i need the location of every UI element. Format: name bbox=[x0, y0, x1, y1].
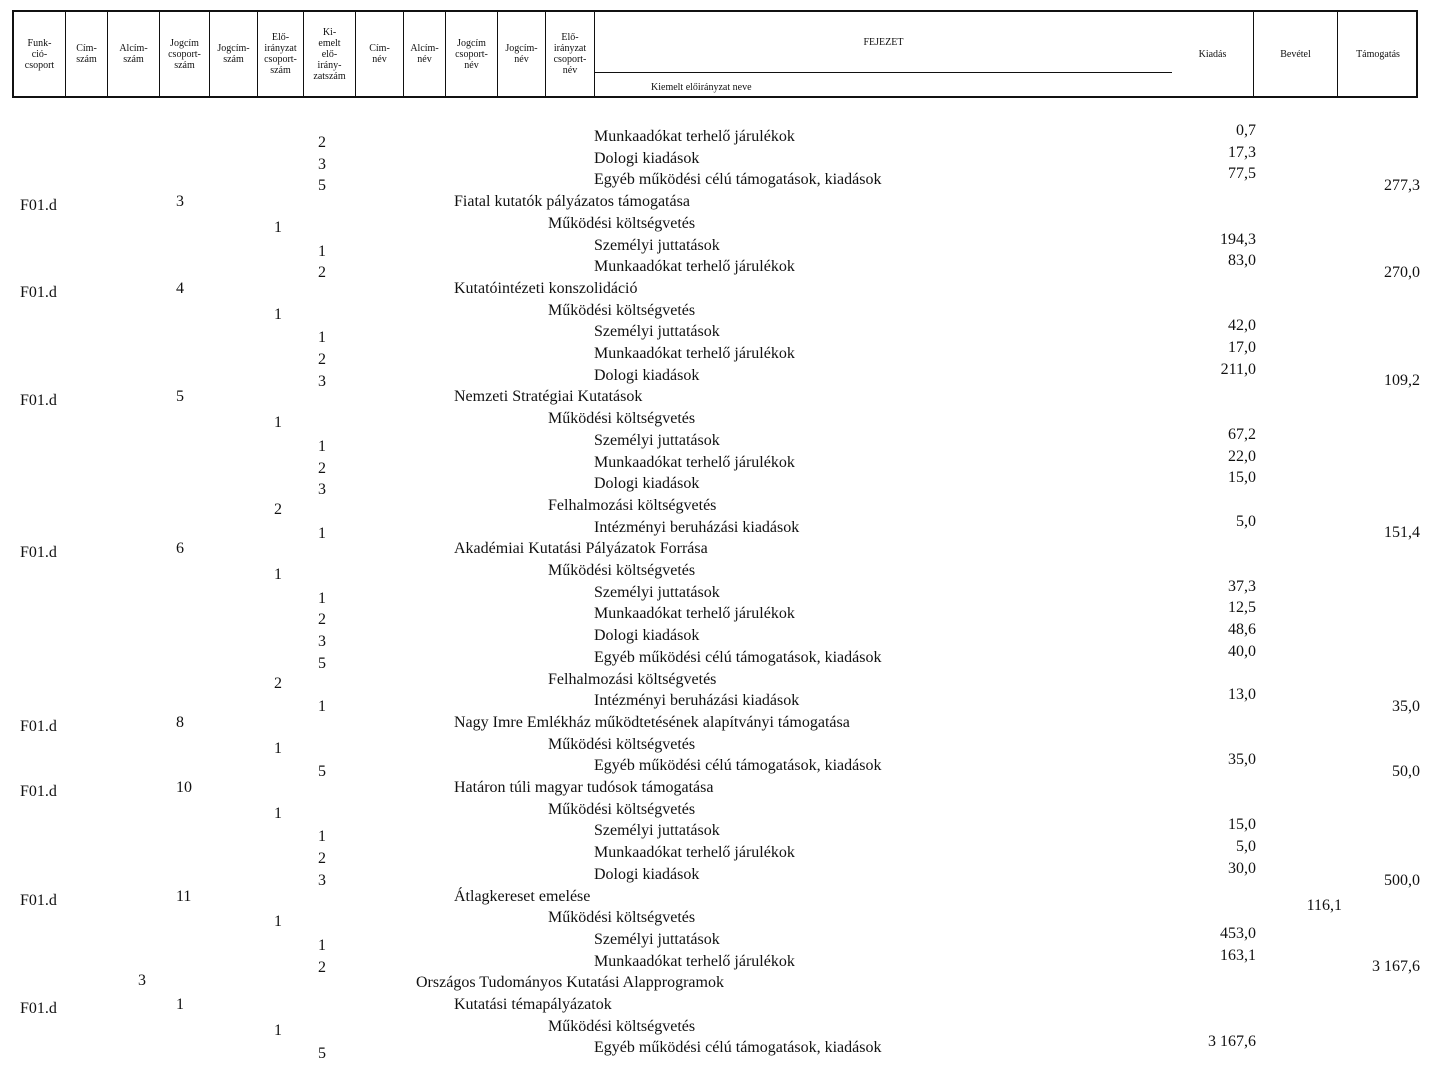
row-kiemelt-szam: 3 bbox=[318, 481, 326, 499]
row-tamogatas: 35,0 bbox=[1392, 697, 1420, 715]
row-kiadas: 77,5 bbox=[1228, 165, 1256, 183]
row-kiadas: 17,0 bbox=[1228, 339, 1256, 356]
row-eloiranyzat-csoport: 1 bbox=[274, 566, 282, 583]
row-funkciocsoport: F01.d bbox=[20, 783, 57, 800]
row-kiadas: 67,2 bbox=[1228, 425, 1256, 443]
row-name: Egyéb működési célú támogatások, kiadások bbox=[594, 648, 882, 666]
row-eloiranyzat-csoport: 1 bbox=[274, 414, 282, 432]
row-tamogatas: 500,0 bbox=[1384, 871, 1420, 889]
row-kiadas: 163,1 bbox=[1220, 946, 1256, 964]
row-kiadas: 12,5 bbox=[1228, 599, 1256, 617]
row-name: Működési költségvetés bbox=[548, 1017, 696, 1035]
row-tamogatas: 50,0 bbox=[1392, 763, 1420, 780]
row-kiadas: 0,7 bbox=[1236, 122, 1256, 139]
row-kiadas: 48,6 bbox=[1228, 621, 1256, 639]
row-kiemelt-szam: 2 bbox=[318, 958, 326, 976]
row-kiemelt-szam: 3 bbox=[318, 633, 326, 651]
row-eloiranyzat-csoport: 1 bbox=[274, 804, 282, 822]
row-jogcimcsoport-szam: 5 bbox=[176, 388, 184, 406]
row-funkciocsoport: F01.d bbox=[20, 544, 57, 562]
row-jogcimcsoport-szam: 10 bbox=[176, 779, 192, 796]
row-name: Működési költségvetés bbox=[548, 214, 696, 232]
row-kiemelt-szam: 5 bbox=[318, 1045, 326, 1063]
row-name: Személyi juttatások bbox=[594, 930, 720, 948]
row-name: Nemzeti Stratégiai Kutatások bbox=[454, 388, 643, 406]
row-kiadas: 83,0 bbox=[1228, 252, 1256, 270]
row-kiemelt-szam: 5 bbox=[318, 654, 326, 672]
row-jogcimcsoport-szam: 8 bbox=[176, 713, 184, 731]
header-col-cimnev: Cím- név bbox=[356, 12, 404, 96]
row-jogcimcsoport-szam: 11 bbox=[176, 887, 192, 905]
row-funkciocsoport: F01.d bbox=[20, 392, 57, 410]
row-kiadas: 13,0 bbox=[1228, 686, 1256, 704]
row-kiemelt-szam: 3 bbox=[318, 372, 326, 390]
row-name: Munkaadókat terhelő járulékok bbox=[594, 952, 795, 970]
row-name: Intézményi beruházási kiadások bbox=[594, 518, 800, 536]
row-kiemelt-szam: 2 bbox=[318, 351, 326, 368]
row-tamogatas: 277,3 bbox=[1384, 177, 1420, 195]
header-col-eloirnev: Elő- irányzat csoport- név bbox=[546, 12, 595, 96]
row-kiemelt-szam: 1 bbox=[318, 242, 326, 260]
row-kiemelt-szam: 2 bbox=[318, 264, 326, 282]
row-kiadas: 15,0 bbox=[1228, 469, 1256, 487]
row-kiemelt-szam: 5 bbox=[318, 177, 326, 195]
row-name: Munkaadókat terhelő járulékok bbox=[594, 128, 795, 145]
row-eloiranyzat-csoport: 1 bbox=[274, 913, 282, 931]
row-jogcimcsoport-szam: 1 bbox=[176, 996, 184, 1013]
row-funkciocsoport: F01.d bbox=[20, 1000, 57, 1017]
row-kiadas: 35,0 bbox=[1228, 751, 1256, 769]
row-name: Akadémiai Kutatási Pályázatok Forrása bbox=[454, 540, 708, 558]
header-col-funkcio: Funk- ció- csoport bbox=[14, 12, 66, 96]
header-col-alcim: Alcím- szám bbox=[108, 12, 160, 96]
row-name: Egyéb működési célú támogatások, kiadások bbox=[594, 1039, 882, 1057]
row-tamogatas: 3 167,6 bbox=[1372, 958, 1420, 976]
row-name: Munkaadókat terhelő járulékok bbox=[594, 605, 795, 623]
row-name: Fiatal kutatók pályázatos támogatása bbox=[454, 193, 690, 211]
row-bevetel: 116,1 bbox=[1306, 897, 1342, 915]
row-kiadas: 15,0 bbox=[1228, 816, 1256, 834]
row-kiemelt-szam: 1 bbox=[318, 828, 326, 846]
row-name: Munkaadókat terhelő járulékok bbox=[594, 258, 795, 276]
row-name: Dologi kiadások bbox=[594, 149, 700, 167]
row-name: Egyéb működési célú támogatások, kiadások bbox=[594, 171, 882, 189]
row-tamogatas: 270,0 bbox=[1384, 263, 1420, 281]
row-name: Munkaadókat terhelő járulékok bbox=[594, 844, 795, 862]
row-eloiranyzat-csoport: 1 bbox=[274, 218, 282, 236]
row-eloiranyzat-csoport: 1 bbox=[274, 739, 282, 757]
row-kiadas: 40,0 bbox=[1228, 642, 1256, 660]
row-name: Működési költségvetés bbox=[548, 301, 696, 319]
row-kiemelt-szam: 2 bbox=[318, 134, 326, 151]
row-jogcimcsoport-szam: 6 bbox=[176, 540, 184, 558]
row-funkciocsoport: F01.d bbox=[20, 891, 57, 909]
row-kiemelt-szam: 3 bbox=[318, 155, 326, 173]
row-tamogatas: 151,4 bbox=[1384, 524, 1420, 542]
row-kiemelt-szam: 1 bbox=[318, 698, 326, 716]
row-eloiranyzat-csoport: 2 bbox=[274, 500, 282, 518]
row-kiemelt-szam: 2 bbox=[318, 850, 326, 868]
row-name: Határon túli magyar tudósok támogatása bbox=[454, 779, 714, 796]
row-name: Kutatóintézeti konszolidáció bbox=[454, 279, 638, 297]
row-name: Működési költségvetés bbox=[548, 800, 696, 818]
row-kiadas: 42,0 bbox=[1228, 317, 1256, 335]
row-kiadas: 211,0 bbox=[1220, 360, 1256, 378]
row-name: Dologi kiadások bbox=[594, 475, 700, 493]
row-name: Munkaadókat terhelő járulékok bbox=[594, 345, 795, 362]
header-col-eloir_csop: Elő- irányzat csoport- szám bbox=[258, 12, 304, 96]
header-fejezet: FEJEZET bbox=[595, 12, 1172, 73]
row-eloiranyzat-csoport: 1 bbox=[274, 305, 282, 323]
header-col-jcsop: Jogcím csoport- szám bbox=[160, 12, 210, 96]
row-name: Személyi juttatások bbox=[594, 583, 720, 601]
row-name: Dologi kiadások bbox=[594, 366, 700, 384]
row-kiemelt-szam: 1 bbox=[318, 589, 326, 607]
row-kiadas: 17,3 bbox=[1228, 143, 1256, 161]
row-name: Munkaadókat terhelő járulékok bbox=[594, 453, 795, 471]
row-jogcimcsoport-szam: 4 bbox=[176, 279, 184, 297]
header-col-jogcimnev: Jogcím- név bbox=[498, 12, 546, 96]
row-alcim-szam: 3 bbox=[138, 972, 146, 990]
row-kiemelt-szam: 1 bbox=[318, 936, 326, 954]
row-name: Nagy Imre Emlékház működtetésének alapítványi támogatása bbox=[454, 713, 850, 731]
row-name: Dologi kiadások bbox=[594, 627, 700, 645]
row-kiemelt-szam: 1 bbox=[318, 524, 326, 542]
header-col-kiadas: Kiadás bbox=[1172, 12, 1254, 96]
row-name: Személyi juttatások bbox=[594, 822, 720, 840]
row-name: Személyi juttatások bbox=[594, 236, 720, 254]
header-col-kiemelt: Ki- emelt elő- irány- zatszám bbox=[304, 12, 356, 96]
row-kiadas: 3 167,6 bbox=[1208, 1033, 1256, 1051]
row-name: Működési költségvetés bbox=[548, 909, 696, 927]
header-col-jogcim: Jogcím- szám bbox=[210, 12, 258, 96]
row-jogcimcsoport-szam: 3 bbox=[176, 193, 184, 211]
row-name: Személyi juttatások bbox=[594, 431, 720, 449]
header-col-alcimnev: Alcím- név bbox=[404, 12, 446, 96]
row-name: Működési költségvetés bbox=[548, 735, 696, 753]
row-kiadas: 453,0 bbox=[1220, 924, 1256, 942]
row-name: Működési költségvetés bbox=[548, 562, 696, 579]
row-kiadas: 37,3 bbox=[1228, 577, 1256, 595]
header-col-bevetel: Bevétel bbox=[1254, 12, 1338, 96]
row-name: Országos Tudományos Kutatási Alapprogramok bbox=[416, 974, 724, 992]
row-eloiranyzat-csoport: 2 bbox=[274, 674, 282, 692]
header-col-jcsopnev: Jogcím csoport- név bbox=[446, 12, 498, 96]
row-eloiranyzat-csoport: 1 bbox=[274, 1021, 282, 1039]
row-name: Személyi juttatások bbox=[594, 323, 720, 341]
row-name: Átlagkereset emelése bbox=[454, 887, 591, 905]
header-col-cim: Cím- szám bbox=[66, 12, 108, 96]
header-col-tamogatas: Támogatás bbox=[1356, 48, 1400, 60]
row-kiemelt-szam: 5 bbox=[318, 763, 326, 781]
row-name: Egyéb működési célú támogatások, kiadások bbox=[594, 757, 882, 775]
row-name: Intézményi beruházási kiadások bbox=[594, 692, 800, 710]
row-name: Kutatási témapályázatok bbox=[454, 996, 612, 1013]
row-kiemelt-szam: 2 bbox=[318, 611, 326, 629]
row-kiemelt-szam: 1 bbox=[318, 437, 326, 455]
header-kiemelt-nev: Kiemelt előirányzat neve bbox=[651, 82, 752, 93]
row-kiadas: 30,0 bbox=[1228, 859, 1256, 877]
row-kiadas: 5,0 bbox=[1236, 838, 1256, 856]
row-funkciocsoport: F01.d bbox=[20, 283, 57, 301]
row-tamogatas: 109,2 bbox=[1384, 372, 1420, 390]
row-funkciocsoport: F01.d bbox=[20, 197, 57, 215]
row-name: Felhalmozási költségvetés bbox=[548, 496, 717, 514]
row-kiadas: 5,0 bbox=[1236, 512, 1256, 530]
row-kiadas: 22,0 bbox=[1228, 447, 1256, 465]
row-kiemelt-szam: 1 bbox=[318, 329, 326, 347]
row-name: Felhalmozási költségvetés bbox=[548, 670, 717, 688]
row-name: Dologi kiadások bbox=[594, 865, 700, 883]
row-funkciocsoport: F01.d bbox=[20, 717, 57, 735]
row-name: Működési költségvetés bbox=[548, 410, 696, 428]
row-kiemelt-szam: 2 bbox=[318, 459, 326, 477]
row-kiemelt-szam: 3 bbox=[318, 871, 326, 889]
row-kiadas: 194,3 bbox=[1220, 230, 1256, 248]
